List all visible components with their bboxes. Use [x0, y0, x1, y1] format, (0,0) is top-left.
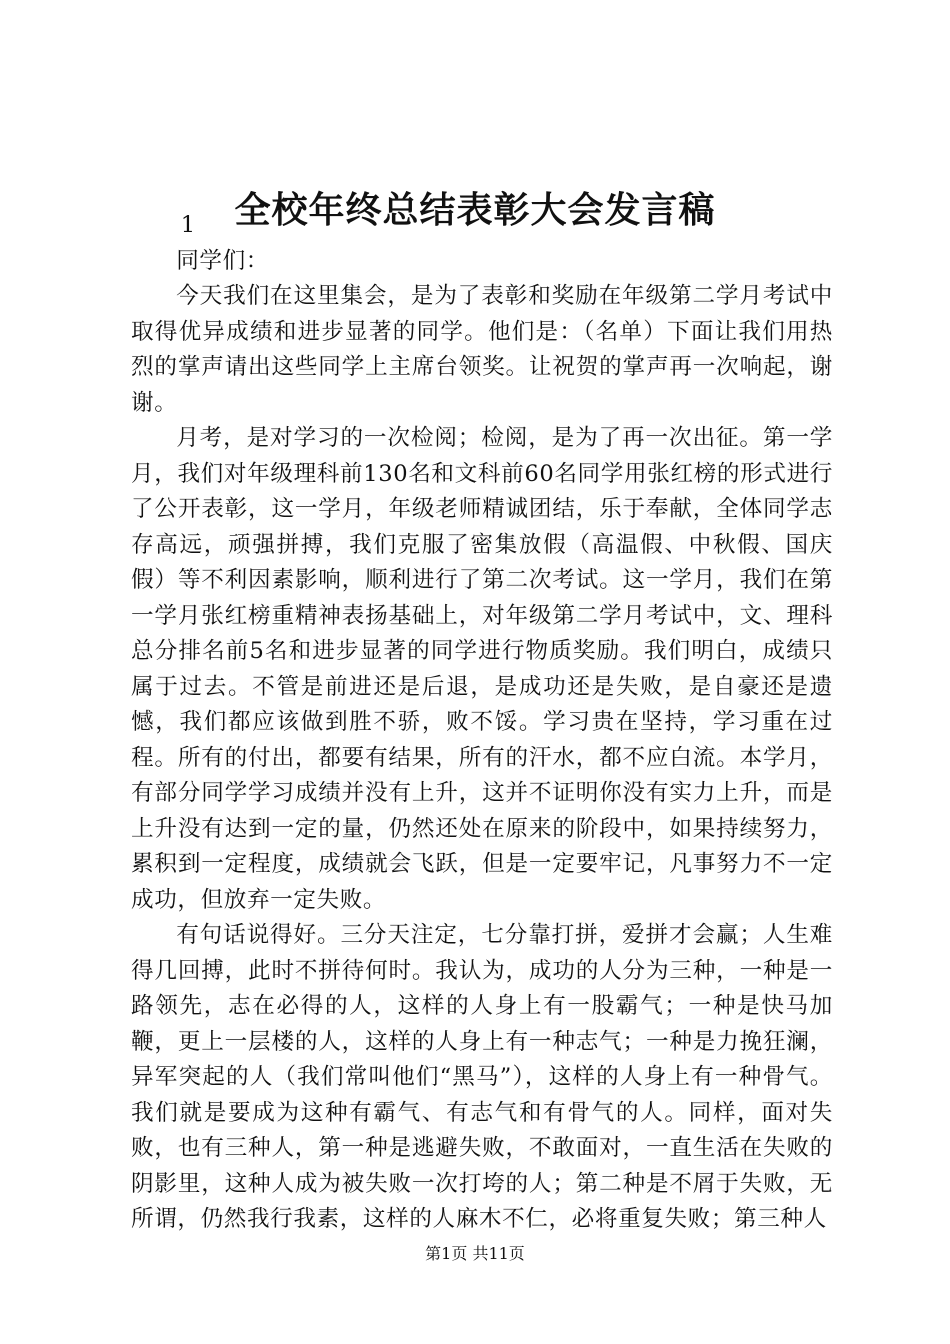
salutation: 同学们：: [176, 247, 269, 274]
paragraph-2: 月考，是对学习的一次检阅；检阅，是为了再一次出征。第一学月，我们对年级理科前130名和文科前60名同学用张红榜的形式进行了公开表彰，这一学月，年级老师精诚团结，乐于奉献，全体同学志存高远，顽强拼搏，我们克服了密集放假（高温假、中秋假、国庆假）等不利因素影响，顺利进行了第二次考试。这一学月，我们在第一学月张红榜重精神表扬基础上，对年级第二学月考试中，文、理科总分排名前5名和进步显著的同学进行物质奖励。我们明白，成绩只属于过去。不管是前进还是后退，是成功还是失败，是自豪还是遗憾，我们都应该做到胜不骄，败不馁。学习贵在坚持，学习重在过程。所有的付出，都要有结果，所有的汗水，都不应白流。本学月，有部分同学学习成绩并没有上升，这并不证明你没有实力上升，而是上升没有达到一定的量，仍然还处在原来的阶段中，如果持续努力，累积到一定程度，成绩就会飞跃，但是一定要牢记，凡事努力不一定成功，但放弃一定失败。: [131, 425, 833, 913]
document-title: 全校年终总结表彰大会发言稿: [234, 189, 716, 231]
paragraph-1: 今天我们在这里集会，是为了表彰和奖励在年级第二学月考试中取得优异成绩和进步显著的同学。他们是：（名单）下面让我们用热烈的掌声请出这些同学上主席台领奖。让祝贺的掌声再一次响起，谢谢。: [131, 283, 833, 416]
paragraph-3: 有句话说得好。三分天注定，七分靠打拼，爱拼才会赢；人生难得几回搏，此时不拼待何时。我认为，成功的人分为三种，一种是一路领先，志在必得的人，这样的人身上有一股霸气；一种是快马加鞭，更上一层楼的人，这样的人身上有一种志气；一种是力挽狂澜，异军突起的人（我们常叫他们“黑马”），这样的人身上有一种骨气。我们就是要成为这种有霸气、有志气和有骨气的人。同样，面对失败，也有三种人，第一种是逃避失败，不敢面对，一直生活在失败的阴影里，这种人成为被失败一次打垮的人；第二种是不屑于失败，无所谓，仍然我行我素，这样的人麻木不仁，必将重复失败；第三种人: [131, 922, 833, 1232]
section-number: 1: [180, 212, 196, 238]
document-body: [131, 208, 833, 1238]
page-footer: 第1页 共11页: [425, 1244, 525, 1263]
